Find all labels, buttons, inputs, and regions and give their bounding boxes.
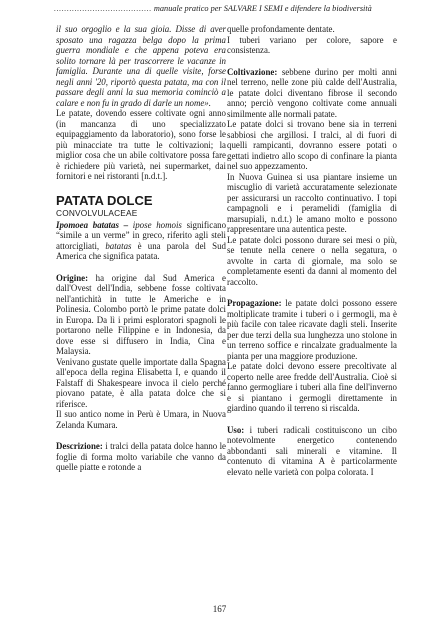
latin-name: Ipomoea batatas xyxy=(56,219,119,230)
propagation-paragraph-2: Le patate dolci devono essere precoltivate al coperto nelle aree fredde dell'Australia. Cioè si fanno germogliare i tuberi alla fine dell'inverno e si piantano i germogli direttamente in giardino quando il terreno si riscalda. xyxy=(227,361,397,413)
origin-paragraph xyxy=(56,273,226,357)
use-text: i tuberi radicali costituiscono un cibo notevolmente energetico contenendo abbondanti sali minerali e vitamine. Il contenuto di vitamina A è particolarmente elevato nelle varietà con polpa colorata. I xyxy=(227,424,397,477)
right-column xyxy=(227,24,397,477)
potatoes-paragraph: Le patate, dovendo essere coltivate ogni anno (in mancanza di uno specializzato equipaggiamento da laboratorio), sono forse le più minacciate tra tutte le coltivazioni; la miglior cosa che un abile coltivatore possa fare è richiedere più varietà, nei supermarket, dai fornitori e nei ristoranti [n.d.t.]. xyxy=(56,108,226,181)
etymology-middle: significano “simile a un verme” in greco, riferito agli steli attorcigliati, xyxy=(56,219,227,251)
latin-separator: – xyxy=(118,219,133,230)
cultivation-paragraph xyxy=(227,67,397,120)
section-heading: PATATA DOLCE xyxy=(56,192,153,208)
propagation-text: le patate dolci possono essere moltiplicate tramite i tuberi o i germogli, ma è più facile con talee ricavate dagli steli. Inserite per due terzi della sua lunghezza uno stolone in un terreno soffice e rincalzate gradualmente la pianta per una maggiore produzione. xyxy=(227,298,397,361)
propagation-label: Propagazione: xyxy=(227,298,282,308)
etymology-paragraph xyxy=(56,220,226,262)
origin-text: ha origine dal Sud America e dall'Ovest dell'India, sebbene fosse coltivata nell'antichità in tutte le Americhe e in Polinesia. Colombo portò le prime patate dolci in Europa. Da lì i primi esploratori spagnoli le portarono nelle Filippine e in Indonesia, da dove esse si diffusero in India, Cina e Malaysia. xyxy=(56,272,226,356)
description-continued: quelle profondamente dentate. xyxy=(227,24,335,34)
cultivation-paragraph-3: In Nuova Guinea si usa piantare insieme un miscuglio di varietà accuratamente selezionate per assicurarsi un raccolto continuativo. I topi campagnoli e i peramelidi (famiglia di marsupiali, n.d.t.) le amano molto e possono rappresentare una autentica peste. xyxy=(227,171,397,234)
origin-paragraph-3: Il suo antico nome in Perù è Umara, in Nuova Zelanda Kumara. xyxy=(56,409,226,430)
batatas-term: batatas xyxy=(105,240,132,251)
cultivation-label: Coltivazione: xyxy=(227,66,278,77)
tubers-paragraph: I tuberi variano per colore, sapore e consistenza. xyxy=(227,34,397,55)
description-label: Descrizione: xyxy=(56,441,103,451)
page-number: 167 xyxy=(212,604,227,614)
header-dots: ...................................... xyxy=(54,4,152,13)
left-column xyxy=(56,24,226,473)
quote-paragraph: il suo orgoglio e la sua gioia. Disse di aver sposato una ragazza belga dopo la prima guerra mondiale e che appena poteva era solito tornare là per trascorrere le vacanze in famiglia. Durante una di quelle visite, forse negli anni '20, riportò questa patata, ma con il passare degli anni la sua memoria cominciò a calare e non fu in grado di darle un nome». xyxy=(56,24,226,108)
etymology-end: è una parola del Sud America che significa patata. xyxy=(56,240,226,261)
header-title: manuale pratico per SALVARE I SEMI e difendere la biodiversità xyxy=(153,4,372,13)
description-paragraph xyxy=(56,441,226,473)
running-header xyxy=(54,4,428,13)
cultivation-paragraph-4: Le patate dolci possono durare sei mesi o più, se tenute nella cenere o nella segatura, o avvolte in carta di giornale, ma solo se completamente esenti da danni al momento del raccolto. xyxy=(227,234,397,287)
origin-label: Origine: xyxy=(56,272,89,283)
description-text: i tralci della patata dolce hanno le foglie di forma molto variabile che vanno da quelle piatte e rotonde a xyxy=(56,441,226,472)
ipose-term: ipose homois xyxy=(132,219,182,230)
use-label: Uso: xyxy=(227,424,245,435)
origin-paragraph-2: Venivano gustate quelle importate dalla Spagna all'epoca della regina Elisabetta I, e quando il Falstaff di Shakespeare invoca il cielo perché piovano patate, è alla patata dolce che si riferisce. xyxy=(56,356,226,409)
family-name: CONVOLVULACEAE xyxy=(56,207,138,218)
propagation-paragraph xyxy=(227,298,397,361)
use-paragraph xyxy=(227,425,397,478)
cultivation-text: sebbene durino per molti anni nel terreno, nelle zone più calde dell'Australia, le patate dolci diventano fibrose il secondo anno; perciò vengono coltivate come annuali similmente alle normali patate. xyxy=(227,66,397,119)
cultivation-paragraph-2: Le patate dolci si trovano bene sia in terreni sabbiosi che argillosi. I tralci, al di fuori di quelli rampicanti, dovranno essere potati o gettati indietro allo scopo di confinare la pianta nel suo appezzamento. xyxy=(227,119,397,171)
